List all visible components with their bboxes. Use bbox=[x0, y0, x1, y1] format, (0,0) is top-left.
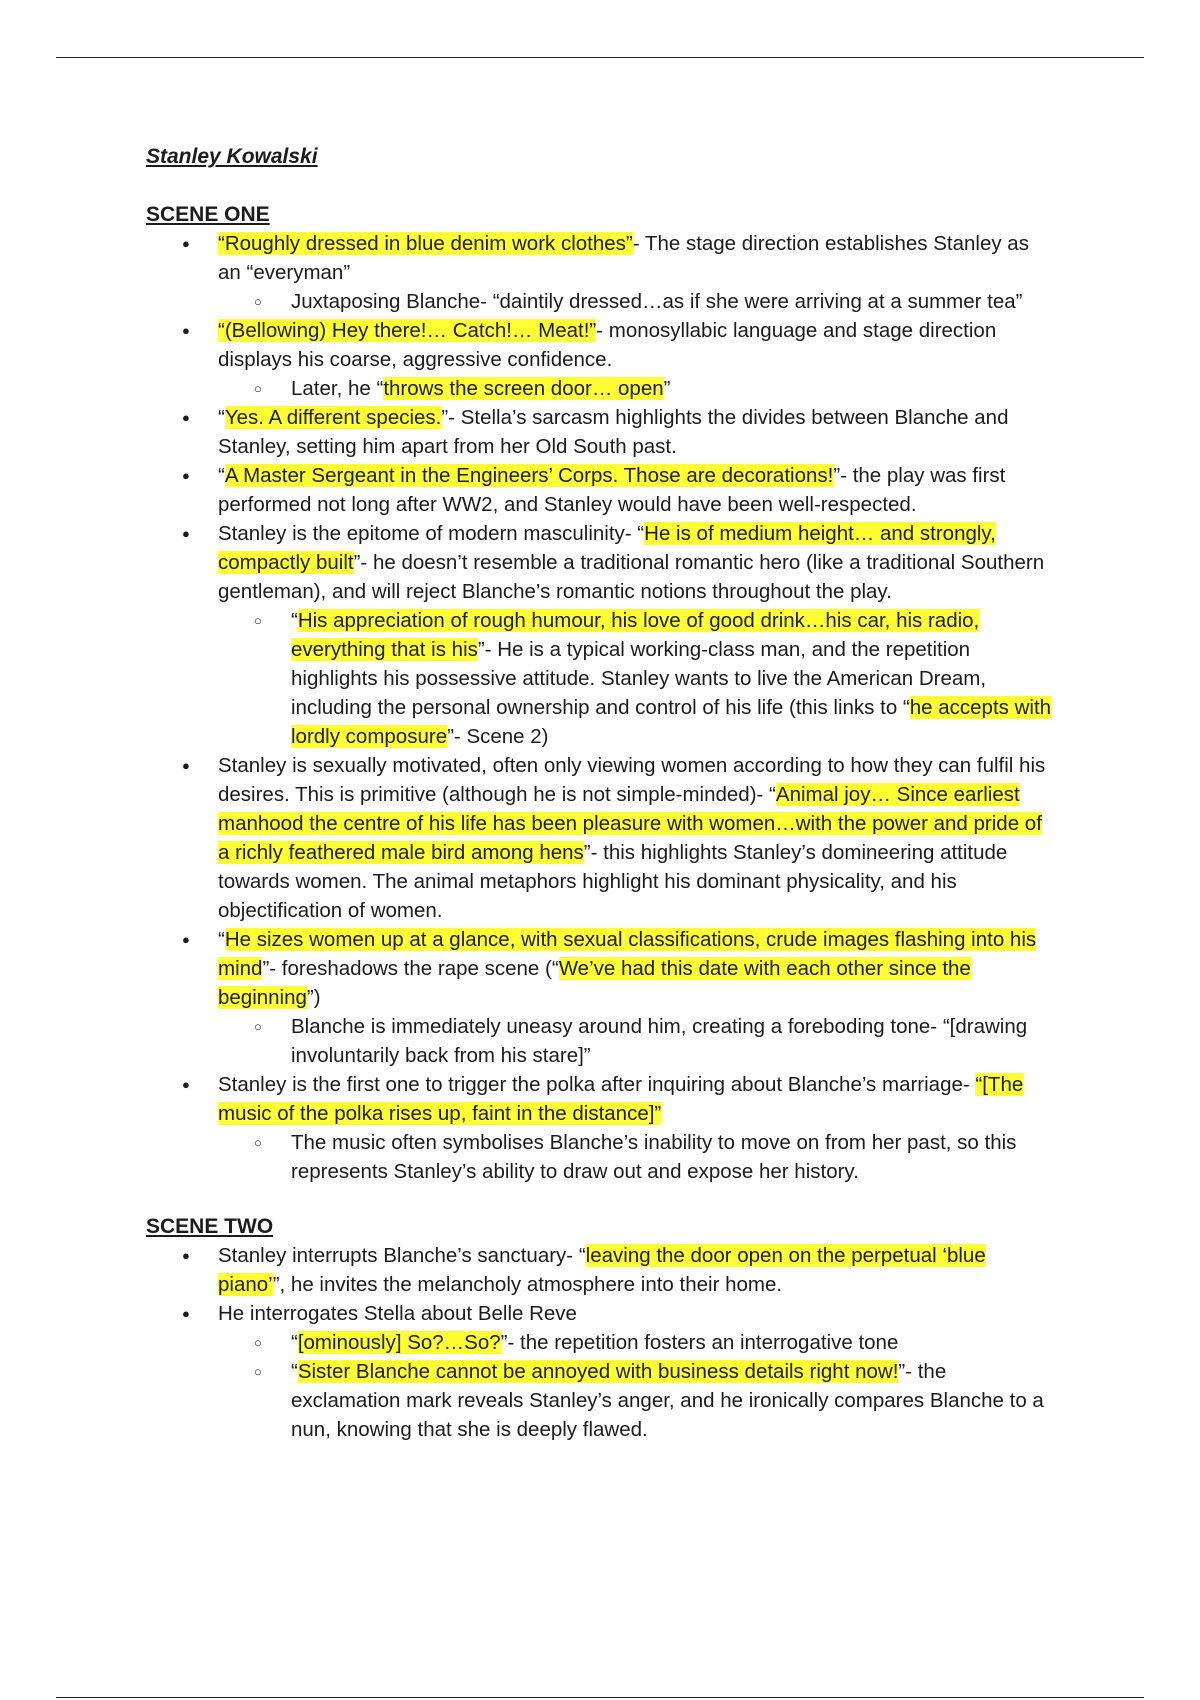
note-text: The music often symbolises Blanche’s inability to move on from her past, so this represents Stanley’s ability to draw out and expose her history. bbox=[291, 1131, 1017, 1183]
note-text: ”- he doesn’t resemble a traditional romantic hero (like a traditional Southern gentleman), and will reject Blanche’s romantic notions throughout the play. bbox=[218, 551, 1045, 603]
note-text: “ bbox=[218, 928, 225, 951]
list-item bbox=[146, 229, 1056, 316]
note-text: - monosyllabic language and stage direction displays his coarse, aggressive confidence. bbox=[218, 319, 997, 371]
highlighted-quote: His appreciation of rough humour, his love of good drink…his car, his radio, everything that is his bbox=[291, 609, 980, 661]
highlighted-quote: We’ve had this date with each other since the beginning bbox=[218, 957, 971, 1009]
bullet-highlight bbox=[194, 319, 216, 343]
note-text: ”- He is a typical working-class man, and the repetition highlights his possessive attitude. Stanley wants to live the American Dream, including the personal ownership and control of his life (this links to “ bbox=[291, 638, 987, 719]
note-text: Stanley interrupts Blanche’s sanctuary- “ bbox=[218, 1244, 586, 1267]
highlighted-quote: “Roughly dressed in blue denim work clothes” bbox=[218, 232, 633, 255]
scene-two-list bbox=[146, 1241, 1056, 1444]
note-text: “ bbox=[291, 1360, 298, 1383]
list-item bbox=[146, 1299, 1056, 1444]
bottom-rule bbox=[56, 1697, 1144, 1698]
highlighted-quote: A Master Sergeant in the Engineers’ Corps. Those are decorations! bbox=[224, 464, 834, 487]
note-text: ”- Scene 2) bbox=[447, 725, 549, 748]
highlighted-quote: he accepts with lordly composure bbox=[291, 696, 1052, 748]
list-item bbox=[146, 1070, 1056, 1186]
highlighted-quote: [ominously] So?…So? bbox=[297, 1331, 501, 1354]
highlighted-quote: “(Bellowing) Hey there!… Catch!… Meat!” bbox=[218, 319, 597, 342]
list-item bbox=[146, 1241, 1056, 1299]
list-item bbox=[146, 751, 1056, 925]
scene-one-heading: SCENE ONE bbox=[146, 203, 270, 226]
note-text: “ bbox=[291, 1331, 298, 1354]
highlighted-quote: He sizes women up at a glance, with sexual classifications, crude images flashing into his mind bbox=[218, 928, 1037, 980]
sub-list-item bbox=[146, 374, 1056, 403]
note-text: ”- the exclamation mark reveals Stanley’s anger, and he ironically compares Blanche to a nun, knowing that she is deeply flawed. bbox=[291, 1360, 1044, 1441]
sub-list-item bbox=[146, 1328, 1056, 1357]
note-text: Blanche is immediately uneasy around him, creating a foreboding tone- “[drawing involuntarily back from his stare]” bbox=[291, 1015, 1028, 1067]
highlighted-quote: leaving the door open on the perpetual ‘blue piano’ bbox=[218, 1244, 986, 1296]
sub-list-item bbox=[146, 287, 1056, 316]
highlighted-quote: Animal joy… Since earliest manhood the centre of his life has been pleasure with women…with the power and pride of a richly feathered male bird among hens bbox=[218, 783, 1042, 864]
note-text: ”, he invites the melancholy atmosphere into their home. bbox=[272, 1273, 783, 1296]
page-title: Stanley Kowalski bbox=[146, 145, 318, 168]
note-text: ”) bbox=[306, 986, 321, 1009]
note-text: ”- Stella’s sarcasm highlights the divides between Blanche and Stanley, setting him apart from her Old South past. bbox=[218, 406, 1009, 458]
note-text: ”- foreshadows the rape scene (“ bbox=[262, 957, 559, 980]
note-text: “ bbox=[291, 609, 298, 632]
note-text: ”- the repetition fosters an interrogative tone bbox=[500, 1331, 899, 1354]
note-text: Stanley is the epitome of modern masculinity- “ bbox=[218, 522, 645, 545]
highlighted-quote: throws the screen door… open bbox=[383, 377, 664, 400]
note-text: ” bbox=[663, 377, 671, 400]
scene-two-heading: SCENE TWO bbox=[146, 1215, 274, 1238]
sub-list-item bbox=[146, 1128, 1056, 1186]
note-text: Later, he “ bbox=[291, 377, 384, 400]
list-item bbox=[146, 461, 1056, 519]
list-item bbox=[146, 925, 1056, 1070]
list-item bbox=[146, 519, 1056, 751]
note-text: ”- the play was first performed not long after WW2, and Stanley would have been well-respected. bbox=[218, 464, 1006, 516]
list-item bbox=[146, 403, 1056, 461]
highlighted-quote: Yes. A different species. bbox=[224, 406, 442, 429]
note-text: ”- this highlights Stanley’s domineering attitude towards women. The animal metaphors highlight his dominant physicality, and his objectification of women. bbox=[218, 841, 1008, 922]
note-text: “ bbox=[218, 406, 225, 429]
highlighted-quote: Sister Blanche cannot be annoyed with business details right now! bbox=[297, 1360, 899, 1383]
sub-list-item bbox=[146, 606, 1056, 751]
note-text: Juxtaposing Blanche- “daintily dressed…as if she were arriving at a summer tea” bbox=[291, 290, 1023, 313]
note-text: “ bbox=[218, 464, 225, 487]
highlighted-quote: He is of medium height… and strongly, compactly built bbox=[218, 522, 996, 574]
note-text: - The stage direction establishes Stanley as an “everyman” bbox=[218, 232, 1029, 284]
sub-list-item bbox=[146, 1012, 1056, 1070]
scene-one-list bbox=[146, 229, 1056, 1186]
note-text: He interrogates Stella about Belle Reve bbox=[218, 1302, 577, 1325]
note-text: Stanley is sexually motivated, often only viewing women according to how they can fulfil his desires. This is primitive (although he is not simple-minded)- “ bbox=[218, 754, 1046, 806]
note-text: Stanley is the first one to trigger the polka after inquiring about Blanche’s marriage- bbox=[218, 1073, 976, 1096]
sub-list-item bbox=[146, 1357, 1056, 1444]
list-item bbox=[146, 316, 1056, 403]
highlighted-quote: “[The music of the polka rises up, faint in the distance]” bbox=[218, 1073, 1024, 1125]
top-rule bbox=[56, 57, 1144, 58]
document-body bbox=[146, 143, 1056, 1444]
